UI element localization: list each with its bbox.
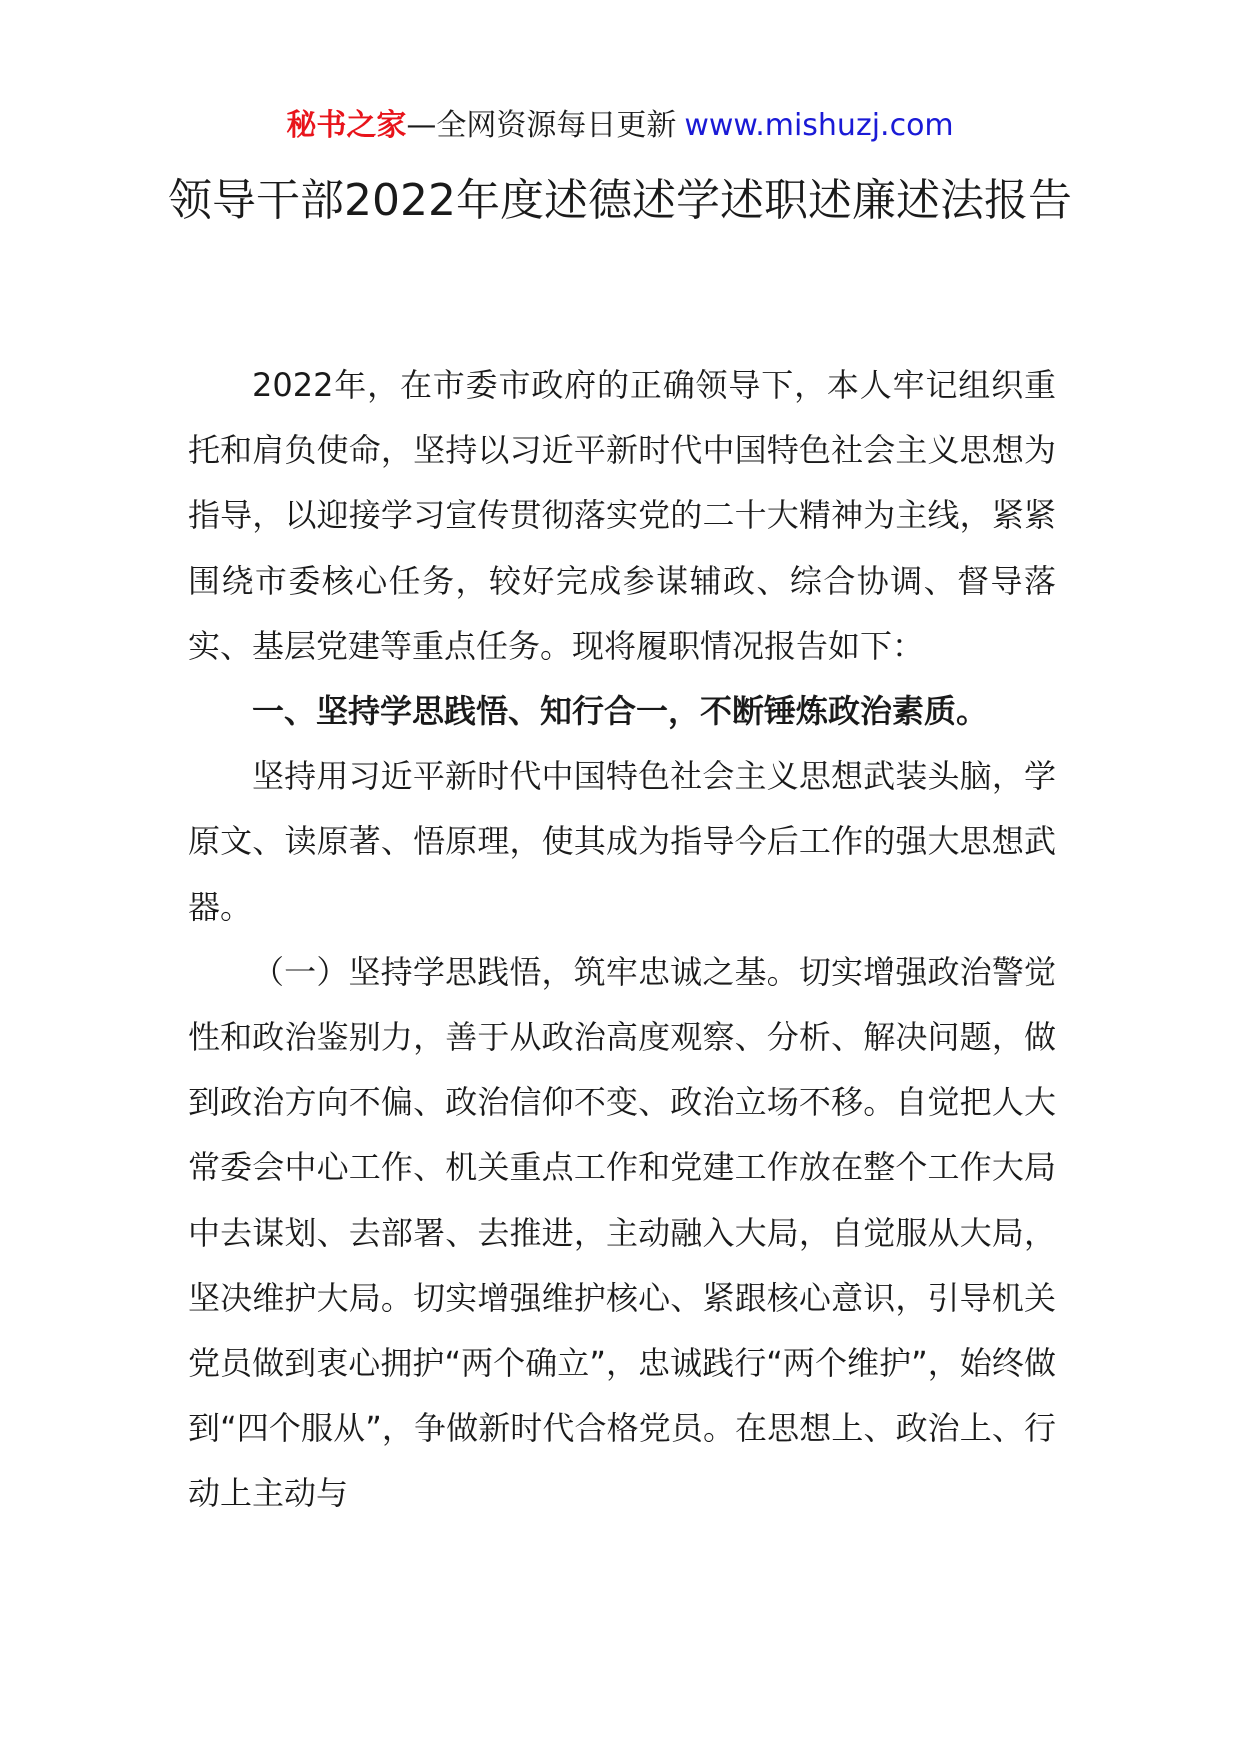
intro-paragraph: 2022年，在市委市政府的正确领导下，本人牢记组织重托和肩负使命，坚持以习近平新时代中国特色社会主义思想为指导，以迎接学习宣传贯彻落实党的二十大精神为主线，紧紧围绕市委核心任务，较好完成参谋辅政、综合协调、督导落实、基层党建等重点任务。现将履职情况报告如下： — [188, 366, 1056, 665]
section-paragraph: 坚持用习近平新时代中国特色社会主义思想武装头脑，学原文、读原著、悟原理，使其成为指导今后工作的强大思想武器。 — [188, 757, 1056, 926]
site-header — [0, 104, 1240, 148]
document-body — [188, 353, 1056, 1527]
brand-name: 秘书之家 — [286, 108, 407, 143]
subsection-paragraph-1: （一）坚持学思践悟，筑牢忠诚之基。切实增强政治警觉性和政治鉴别力，善于从政治高度观察、分析、解决问题，做到政治方向不偏、政治信仰不变、政治立场不移。自觉把人大常委会中心工作、机关重点工作和党建工作放在整个工作大局中去谋划、去部署、去推进，主动融入大局，自觉服从大局，坚决维护大局。切实增强维护核心、紧跟核心意识，引导机关党员做到衷心拥护“两个确立”，忠诚践行“两个维护”，始终做到“四个服从”，争做新时代合格党员。在思想上、政治上、行动上主动与 — [188, 952, 1056, 1513]
section-heading-1: 一、坚持学思践悟、知行合一，不断锤炼政治素质。 — [252, 692, 989, 731]
website-link[interactable]: www.mishuzj.com — [684, 108, 954, 143]
header-slogan: —全网资源每日更新 — [406, 108, 677, 143]
document-title: 领导干部2022年度述德述学述职述廉述法报告 — [168, 175, 1072, 226]
